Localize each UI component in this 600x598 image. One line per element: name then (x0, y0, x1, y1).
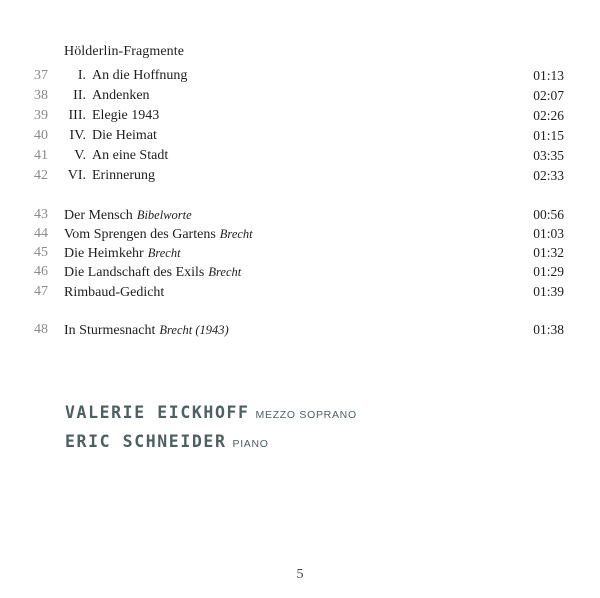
track-duration: 01:29 (533, 264, 564, 279)
track-number: 41 (34, 148, 48, 163)
track-title-wrap (64, 224, 253, 245)
track-author: Bibelworte (136, 208, 192, 222)
track-title: Die Heimkehr (64, 246, 144, 261)
track-row (0, 106, 600, 126)
track-title: An die Hoffnung (92, 68, 188, 83)
movement-number: V. (74, 148, 86, 163)
movement-number: I. (77, 68, 86, 83)
track-row (0, 224, 600, 244)
track-row (0, 205, 600, 225)
track-row (0, 320, 600, 340)
track-title-wrap (64, 282, 168, 303)
track-number: 45 (34, 245, 48, 260)
track-number: 43 (34, 207, 48, 222)
track-duration: 02:33 (533, 168, 564, 183)
track-title-wrap (64, 320, 229, 341)
track-title: Die Heimat (92, 128, 157, 143)
track-row (0, 86, 600, 106)
section-heading: Hölderlin-Fragmente (64, 44, 185, 59)
track-title: Andenken (92, 88, 150, 103)
track-number: 40 (34, 128, 48, 143)
track-duration: 01:13 (533, 68, 564, 83)
performer-line (65, 403, 357, 422)
track-row (0, 126, 600, 146)
track-row (0, 146, 600, 166)
track-title-wrap (64, 262, 241, 283)
movement-number: VI. (67, 168, 86, 183)
track-duration: 01:39 (533, 284, 564, 299)
movement-number: IV. (69, 128, 86, 143)
movement-number: II. (73, 88, 86, 103)
track-number: 46 (34, 264, 48, 279)
track-row (0, 166, 600, 186)
track-duration: 01:32 (533, 245, 564, 260)
page-number: 5 (296, 567, 304, 582)
track-author: Brecht (219, 227, 253, 241)
track-row (0, 262, 600, 282)
track-title: Vom Sprengen des Gartens (64, 227, 216, 242)
track-duration: 02:07 (533, 88, 564, 103)
track-author: Brecht (147, 246, 181, 260)
track-row (0, 282, 600, 302)
track-duration: 00:56 (533, 207, 564, 222)
track-duration: 03:35 (533, 148, 564, 163)
track-title: In Sturmesnacht (64, 323, 156, 338)
performer-role: MEZZO SOPRANO (255, 409, 357, 421)
track-title: Die Landschaft des Exils (64, 265, 205, 280)
performer-name: VALERIE EICKHOFF (65, 403, 250, 422)
movement-number: III. (68, 108, 86, 123)
track-duration: 01:15 (533, 128, 564, 143)
track-duration: 01:38 (533, 322, 564, 337)
track-number: 37 (34, 68, 48, 83)
track-number: 47 (34, 284, 48, 299)
track-title: An eine Stadt (92, 148, 169, 163)
track-author: Brecht (1943) (159, 323, 229, 337)
track-title: Elegie 1943 (92, 108, 160, 123)
track-author: Brecht (208, 265, 242, 279)
track-duration: 01:03 (533, 226, 564, 241)
track-number: 48 (34, 322, 48, 337)
track-row (0, 66, 600, 86)
track-title: Erinnerung (92, 168, 155, 183)
performer-line (65, 432, 269, 451)
track-row (0, 243, 600, 263)
track-title: Rimbaud-Gedicht (64, 285, 165, 300)
track-number: 42 (34, 168, 48, 183)
performer-role: PIANO (232, 438, 269, 450)
track-title: Der Mensch (64, 208, 133, 223)
track-number: 38 (34, 88, 48, 103)
track-title-wrap (64, 243, 181, 264)
track-title-wrap (64, 205, 192, 226)
performer-name: ERIC SCHNEIDER (65, 432, 227, 451)
track-duration: 02:26 (533, 108, 564, 123)
track-number: 44 (34, 226, 48, 241)
track-number: 39 (34, 108, 48, 123)
